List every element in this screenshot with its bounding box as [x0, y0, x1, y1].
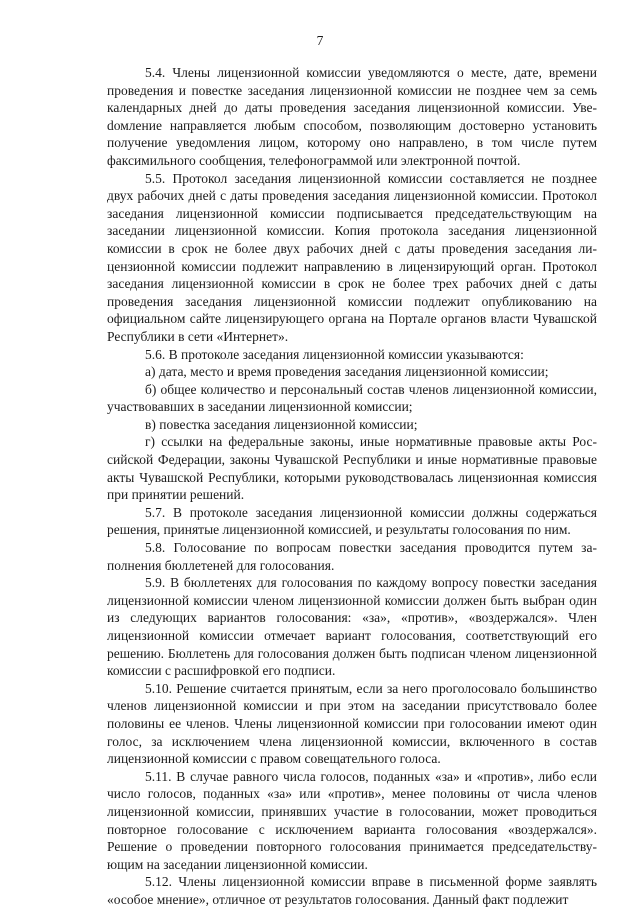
list-item-a: а) дата, место и время проведения заседания лицензионной комиссии;: [145, 364, 549, 380]
paragraph-5-10: 5.10. Решение считается принятым, если за него проголосовало большинство членов лицензионной комиссии и при этом на заседании присутствовало более половины ее членов. Члены лицензионной комиссии при голосовании имеют один голос, за исключением члена лицензионной комиссии, включенного в состав лицензионной комиссии с правом совещательного голоса.: [107, 680, 597, 767]
list-item-v: в) повестка заседания лицензионной комиссии;: [145, 416, 418, 432]
paragraph-5-8: 5.8. Голосование по вопросам повестки заседания проводится путем заполнения бюллетеней для голосования.: [107, 540, 597, 573]
list-item-b: б) общее количество и персональный состав членов лицензионной комиссии, участвовавших в заседании лицензионной комиссии;: [107, 381, 597, 415]
paragraph-5-9: 5.9. В бюллетенях для голосования по каждому вопросу повестки заседания лицензионной комиссии членом лицензионной комиссии должен быть выбран один из следующих вариантов голосования: «за», «против», «воздержался». Член лицензионной комиссии отмечает вариант голосования, соответствующий его решению. Бюллетень для голосования должен быть подписан членом лицензионной комиссии с расшифровкой его подписи.: [107, 575, 597, 679]
document-body: [107, 64, 597, 909]
paragraph-5-12: 5.12. Члены лицензионной комиссии вправе в письменной форме заявлять «особое мнение», отличное от результатов голосования. Данный факт подлежит: [107, 874, 597, 907]
paragraph-5-5: 5.5. Протокол заседания лицензионной комиссии составляется не позднее двух рабочих дней с даты проведения заседания лицензионной комиссии. Протокол заседания лицензионной комиссии подписывается председательствующим на заседании лицензионной комиссии. Копия протокола заседания лицензионной комиссии в срок не более двух рабочих дней с даты проведения заседания лицензионной комиссии подлежит направлению в лицензирующий орган. Протокол заседания лицензионной комиссии в срок не более трех рабочих дней с даты проведения заседания лицензионной комиссии подлежит опубликованию на официальном сайте лицензирующего органа на Портале органов власти Чувашской Республики в сети «Интернет».: [107, 170, 597, 344]
list-item-g: г) ссылки на федеральные законы, иные нормативные правовые акты Российской Федерации, законы Чувашской Республики и иные нормативные правовые акты Чувашской Республики, которыми руководствовалась лицензионная комиссия при принятии решений.: [107, 434, 597, 503]
paragraph-5-7: 5.7. В протоколе заседания лицензионной комиссии должны содержаться решения, принятые лицензионной комиссией, и результаты голосования по ним.: [107, 504, 597, 538]
paragraph-5-11: 5.11. В случае равного числа голосов, поданных «за» и «против», либо если число голосов, поданных «за» или «против», менее половины от числа членов лицензионной комиссии, принявших участие в голосовании, может проводиться повторное голосование с исключением варианта голосования «воздержался». Решение о проведении повторного голосования принимается председательствующим на заседании лицензионной комиссии.: [107, 768, 597, 872]
paragraph-5-6: 5.6. В протоколе заседания лицензионной комиссии указываются:: [145, 346, 524, 362]
page-number: 7: [316, 33, 324, 48]
paragraph-5-4: 5.4. Члены лицензионной комиссии уведомляются о месте, дате, времени проведения и повестке заседания лицензионной комиссии не позднее чем за семь календарных дней до даты проведения заседания лицензионной комиссии. Увеdомление направляется любым способом, позволяющим достоверно установить получение уведомления лицом, которому оно направлено, в том числе путем факсимильного сообщения, телефонограммой или электронной почтой.: [107, 65, 597, 168]
